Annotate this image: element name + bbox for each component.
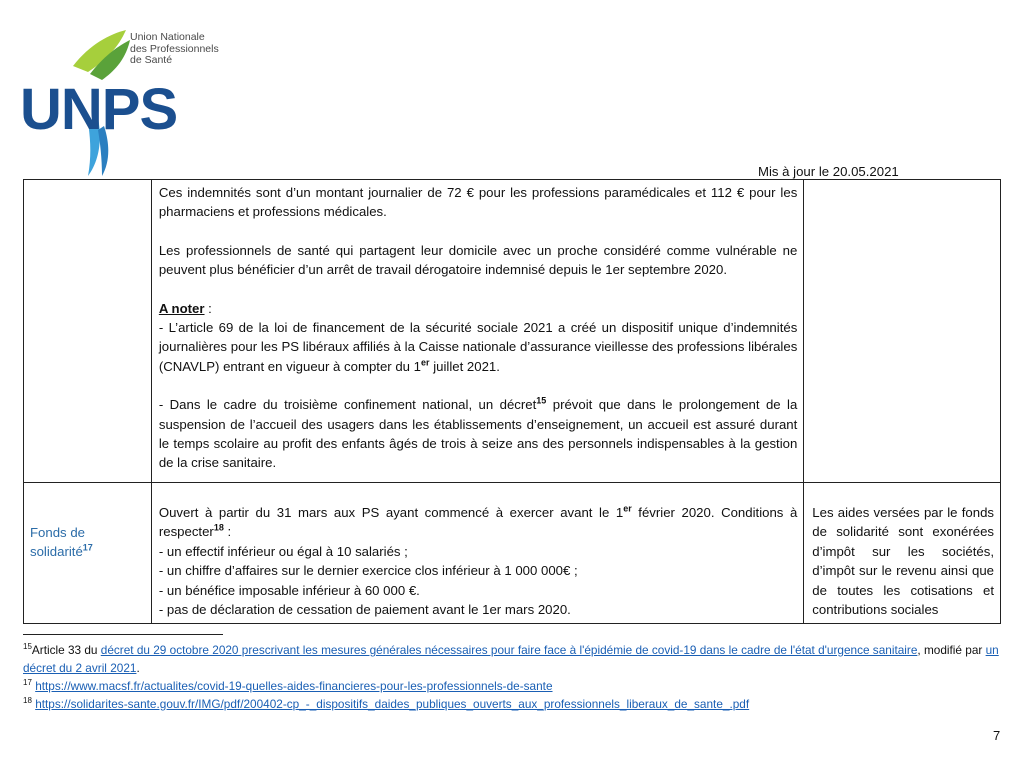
logo-acronym: UNPS [20,77,178,142]
footnote-18 [23,695,1003,713]
paragraph: Les professionnels de santé qui partagent leur domicile avec un proche considéré comme vulnérable ne peuvent plus bénéficier d’un arrêt de travail dérogatoire indemnisé depuis le 1er septembre 2020. [158,242,798,278]
footnote-separator [23,634,223,635]
logo-org-line-2: des Professionnels [130,42,219,55]
note-heading [159,299,797,318]
note-item [159,318,797,376]
footnote-number: 15 [23,642,32,652]
fonds-label-text: Fonds de solidarité [30,525,85,560]
decret-link[interactable]: décret du 29 octobre 2020 prescrivant les mesures générales nécessaires pour faire face à l'épidémie de covid-19 dans le cadre de l'état d'urgence sanitaire [100,643,918,657]
footnote-number: 18 [23,696,32,706]
row-label-cell [24,180,152,483]
footnote-ref[interactable]: 18 [213,523,224,534]
superscript: er [623,503,632,514]
intro-text: Ouvert à partir du 31 mars aux PS ayant commencé à exercer avant le 1 [158,505,624,520]
paragraph [159,503,797,542]
logo-org-line-3: de Santé [130,54,173,66]
footnote-17 [23,677,1003,695]
decret-avril-link[interactable]: un décret du 2 avril 2021 [23,643,999,675]
condition-item: - un effectif inférieur ou égal à 10 salariés ; [158,543,408,559]
row-content-cell [151,180,803,483]
solidarites-sante-link[interactable]: https://solidarites-sante.gouv.fr/IMG/pdf/200402-cp_-_dispositifs_daides_publiques_ouverts_aux_professionnels_liberaux_de_sante_.pdf [35,697,750,711]
aside-text: Les aides versées par le fonds de solidarité sont exonérées d’impôt sur les sociétés, d’impôt sur le revenu ainsi que de toutes les cotisations et contributions sociales [812,505,994,618]
note-item [159,395,797,473]
row-aside-cell [804,180,1001,483]
note-text: prévoit que dans le prolongement de la suspension de l’accueil des usagers dans les établissements d’enseignement, un accueil est assuré durant le temps scolaire au profit des enfants âgés de trois à seize ans des personnels indispensables à la gestion de la crise sanitaire. [158,397,798,471]
table-row [24,180,1001,483]
note-text: - L’article 69 de la loi de financement de la sécurité sociale 2021 a créé un dispositif unique d’indemnités journalières pour les PS libéraux affiliés à la Caisse nationale d’assurance vieillesse des professions libérales (CNAVLP) entrant en vigueur à compter du 1 [158,320,798,374]
note-colon: : [204,300,212,316]
measures-table [23,179,1001,624]
footnote-15 [23,641,1003,677]
table-row [24,483,1001,624]
row-aside-cell [804,483,1001,624]
paragraph: Ces indemnités sont d’un montant journalier de 72 € pour les professions paramédicales et 112 € pour les pharmaciens et professions médicales. [158,185,798,220]
intro-text: : [223,524,232,540]
logo-org-line-1: Union Nationale [130,31,205,43]
condition-item: - un chiffre d’affaires sur le dernier exercice clos inférieur à 1 000 000€ ; [158,563,578,579]
row-content-cell [151,483,803,624]
page-number: 7 [993,728,1001,743]
row-label-cell [24,483,152,624]
logo-org-name [130,32,219,67]
superscript: er [421,357,430,368]
footnote-text: Article 33 du [31,643,101,657]
footnote-ref[interactable]: 17 [82,543,93,554]
footnote-text: . [136,661,140,675]
note-title: A noter [158,300,205,316]
note-text: juillet 2021. [429,358,500,374]
intro-text: février 2020. Conditions à respecter [158,505,798,540]
macsf-link[interactable]: https://www.macsf.fr/actualites/covid-19-quelles-aides-financieres-pour-les-professionnels-de-sante [35,679,553,693]
fonds-label [24,483,151,562]
note-text: - Dans le cadre du troisième confinement national, un décret [158,397,537,413]
footnote-text: , modifié par [917,643,986,657]
footnote-number: 17 [23,678,32,688]
condition-item: - un bénéfice imposable inférieur à 60 000 €. [158,582,420,598]
unps-logo [18,26,233,178]
footnote-ref[interactable]: 15 [536,395,547,406]
condition-item: - pas de déclaration de cessation de paiement avant le 1er mars 2020. [158,602,571,618]
footnotes [23,641,1003,713]
update-date: Mis à jour le 20.05.2021 [758,164,899,179]
